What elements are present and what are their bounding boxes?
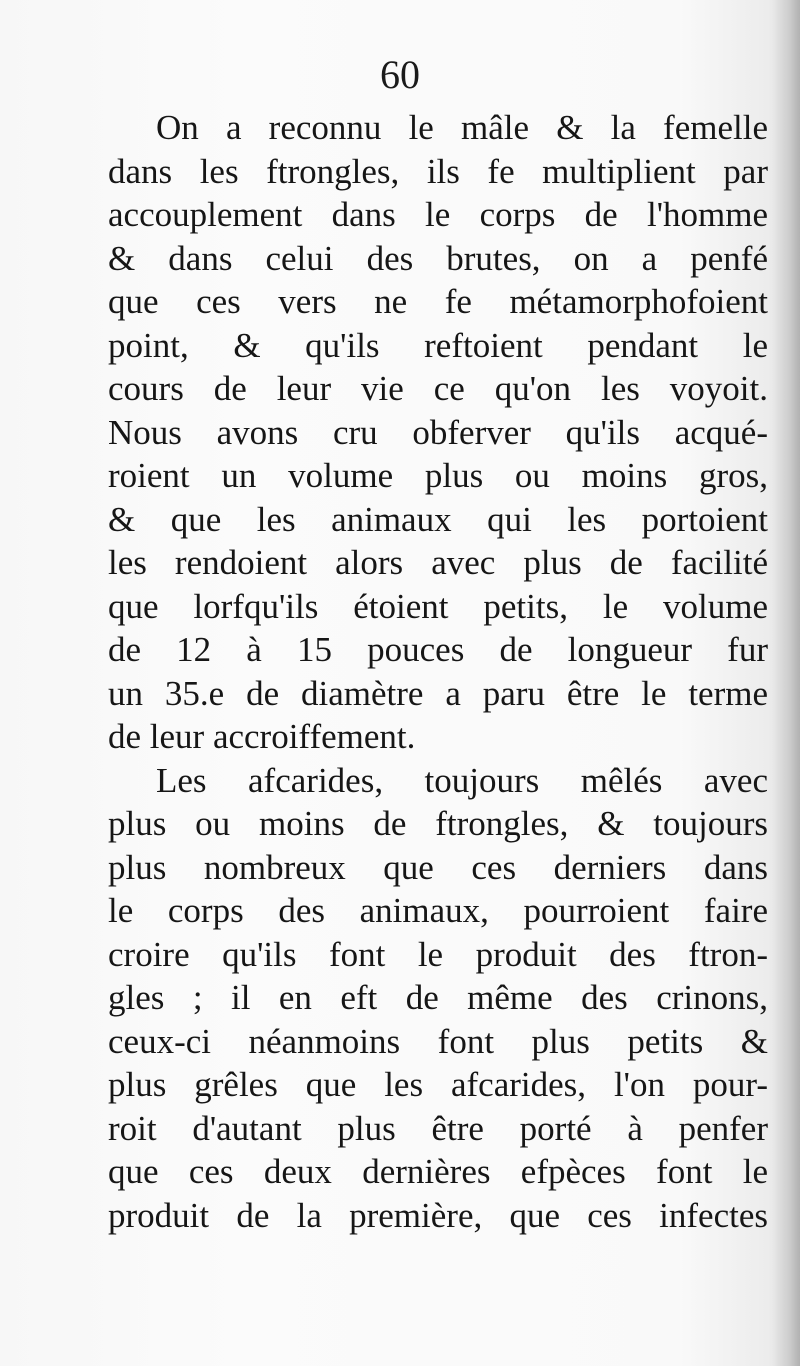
text-line: cours de leur vie ce qu'on les voyoit. [108, 369, 768, 408]
text-line: plus ou moins de ftrongles, & toujours [108, 804, 768, 843]
text-line: plus grêles que les afcarides, l'on pour- [108, 1065, 768, 1104]
text-line: que ces deux dernières efpèces font le [108, 1152, 768, 1191]
text-line: ceux-ci néanmoins font plus petits & [108, 1021, 768, 1061]
text-line: les rendoient alors avec plus de facilité [108, 543, 768, 582]
text-line: gles ; il en eft de même des crinons, [108, 978, 768, 1017]
text-line: que lorfqu'ils étoient petits, le volume [108, 586, 768, 626]
text-line: le corps des animaux, pourroient faire [108, 891, 768, 930]
paragraph [108, 759, 768, 1238]
text-line: un 35.e de diamètre a paru être le terme [108, 673, 768, 713]
text-line: croire qu'ils font le produit des ftron- [108, 934, 768, 974]
text-line: & que les animaux qui les portoient [108, 499, 768, 539]
text-line: de 12 à 15 pouces de longueur fur [108, 630, 768, 669]
body-text [108, 106, 768, 1237]
text-line: point, & qu'ils reftoient pendant le [108, 325, 768, 365]
page-number: 60 [380, 52, 420, 97]
text-line: roit d'autant plus être porté à penfer [108, 1108, 768, 1148]
text-line: Nous avons cru obferver qu'ils acqué- [108, 412, 768, 452]
text-line: roient un volume plus ou moins gros, [108, 456, 768, 495]
text-line: accouplement dans le corps de l'homme [108, 195, 768, 234]
text-line: de leur accroiffement. [108, 717, 416, 756]
page-edge-shadow [772, 0, 800, 1366]
text-line: Les afcarides, toujours mêlés avec [156, 760, 768, 800]
text-line: On a reconnu le mâle & la femelle [156, 108, 768, 147]
text-line: & dans celui des brutes, on a penfé [108, 238, 768, 278]
text-line: que ces vers ne fe métamorphofoient [108, 282, 768, 321]
text-line: produit de la première, que ces infectes [108, 1195, 768, 1235]
text-line: plus nombreux que ces derniers dans [108, 847, 768, 887]
paragraph [108, 106, 768, 759]
text-line: dans les ftrongles, ils fe multiplient par [108, 151, 768, 191]
